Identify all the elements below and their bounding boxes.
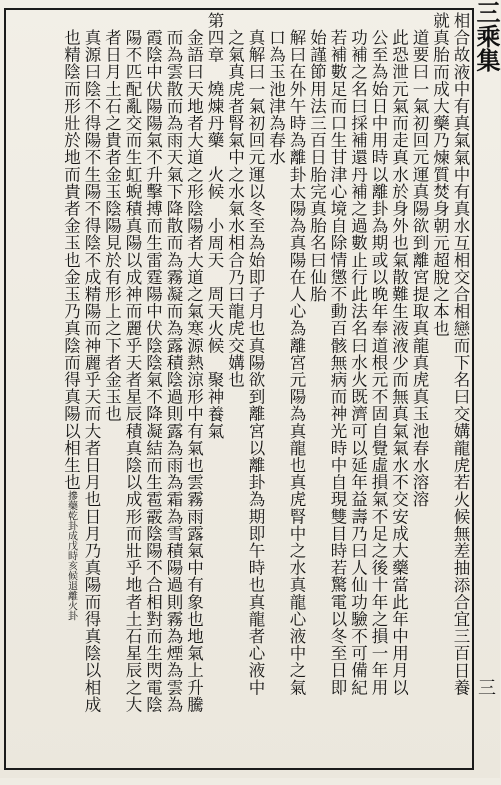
column-text: 道要曰一氣初回元運真陽欲到離宮提取真龍真虎真玉池春水溶溶 — [410, 29, 429, 508]
column-text: 而為雲散而為雨天氣下降散而為霧凝而為露積陰過則露為雨為霜為雪積陽過則霧為煙為雲為 — [164, 29, 183, 713]
text-column — [409, 12, 430, 785]
column-text: 始謹節用法三百日胎完真胎名曰仙胎 — [307, 29, 327, 303]
interlinear-note: 退離火卦 — [65, 580, 77, 621]
column-text: 此恐泄元氣而走真水於身外也氣散難生液液少而無真氣氣水不交安成大藥當此年中用月以 — [389, 29, 409, 696]
text-column — [429, 12, 450, 768]
text-column — [347, 12, 368, 785]
column-text: 陽不匹配亂交而生虹蜺積真陽以成神而麗乎天者星辰積真陰以成形而壯乎地者土石星辰之大 — [123, 29, 142, 713]
text-column — [81, 12, 102, 785]
text-column — [224, 12, 245, 785]
text-column — [183, 12, 204, 785]
text-column — [450, 12, 471, 768]
column-text: 真解曰一氣初回元運以冬至為始即子月也真陽欲到離宮以離卦為期即午時也真龍者心液中 — [246, 29, 265, 696]
chapter-heading — [204, 12, 225, 768]
column-text: 者日月土石之貴者金玉陰陽見於有形上之下者金玉也 — [102, 29, 122, 423]
column-text: 相合故液中有真氣氣中有真水互相交合相戀而下名曰交媾龍虎若火候無差抽添合宜三百日養 — [451, 12, 470, 696]
text-column — [142, 12, 163, 785]
text-column — [286, 12, 307, 785]
column-text: 第四章 燒煉丹藥 火候 小周天 周天火候 聚神養氣 — [205, 12, 224, 440]
text-column — [388, 12, 409, 785]
text-column — [306, 12, 327, 785]
column-text: 公至為始日中用時以離卦為期或以晚年奉道根元不固自覺虛損氣不足之後十年之損一年用 — [369, 29, 388, 696]
column-text: 也精陰而形壯於地而貴者金玉也金玉乃真陰而得真陽以相生也 — [61, 29, 81, 491]
book-title-header: 三乘集 — [472, 0, 501, 72]
column-text: 之氣真虎者腎氣中之水氣水相合乃曰龍虎交媾也 — [225, 29, 245, 389]
column-text: 口為玉池津為春水 — [266, 29, 286, 166]
interlinear-note: 摻藥乾卦 — [65, 490, 77, 531]
text-column — [60, 12, 81, 785]
column-text: 功補之名曰採補還丹補之過數止行此法名曰水火既濟可以延年益壽乃曰人仙功驗不可備紀 — [348, 29, 368, 696]
text-column — [122, 12, 143, 785]
text-column — [245, 12, 266, 785]
column-text: 真源曰陰不得陽不生陽不得陰不成精陽而神麗乎天而大者日月也日月乃真陽而得真陰以相成 — [82, 29, 101, 713]
text-column — [368, 12, 389, 785]
text-body — [8, 12, 470, 768]
text-column — [101, 12, 122, 785]
text-column — [265, 12, 286, 785]
column-text: 解曰在外午時為離卦太陽為真陽在人心為離宮元陽為真龍也真虎腎中之水真龍心液中之氣 — [287, 29, 306, 696]
interlinear-note: 成戊時亥候 — [65, 530, 77, 581]
column-text: 就真胎而成大藥乃煉質焚身朝元超脫之本也 — [430, 12, 450, 337]
column-text: 霞陰中伏陽陽氣不升擊搏而生雷霆陽中伏陰陰氣不降凝結而生雹霰陰陽不合相對而生閃電陰 — [143, 29, 163, 713]
column-text: 若補數足而口生甘津心境自除情懲不動百骸無病而神光時中自現雙目時若驚電以冬至日即 — [328, 29, 347, 696]
page-number: 三 — [475, 678, 496, 696]
text-column — [327, 12, 348, 785]
column-text: 金語曰天地者大道之形陰陽者大道之氣寒源熱涼形中有氣也雲霧雨露氣中有象也地氣上升騰 — [184, 29, 204, 713]
text-column — [163, 12, 184, 785]
